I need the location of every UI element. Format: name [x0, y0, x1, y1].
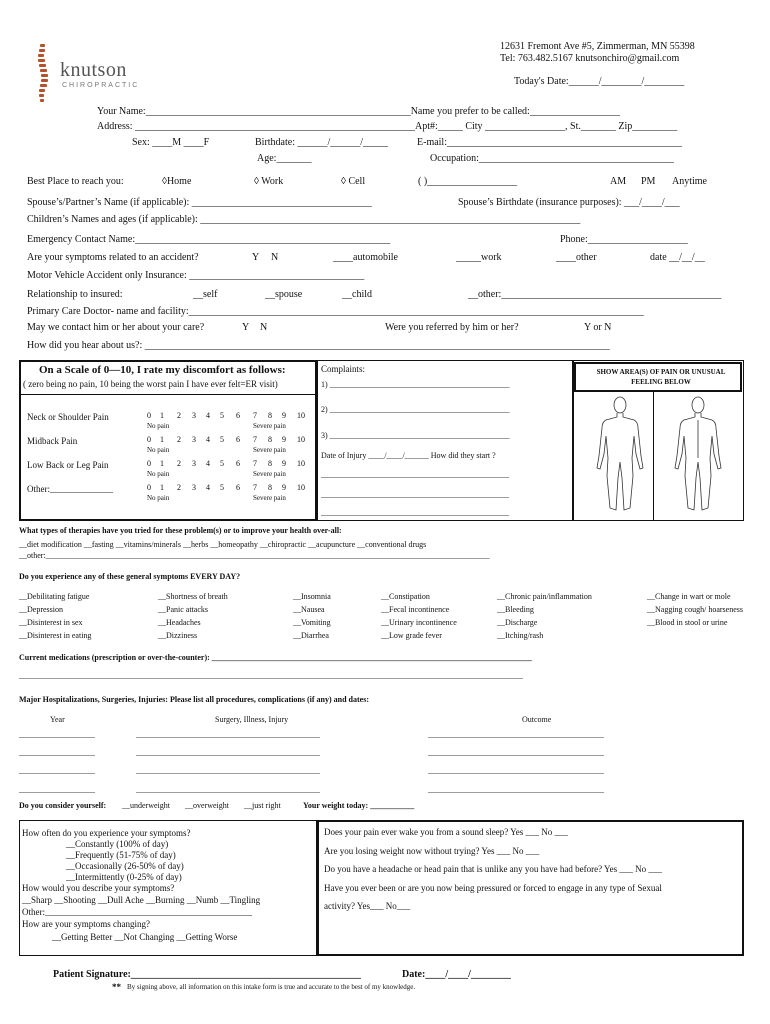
pain-scale-value[interactable]: 6	[236, 435, 240, 444]
reach-home-option[interactable]: ◊Home	[162, 176, 192, 187]
show-area-label: SHOW AREA(S) OF PAIN OR UNUSUAL FEELING BELOW	[596, 368, 726, 386]
injury-description-line-3[interactable]: _______________________________________________	[321, 508, 509, 517]
changing-options[interactable]: __Getting Better __Not Changing __Getting Worse	[52, 932, 238, 942]
pain-scale-value[interactable]: 5	[220, 459, 224, 468]
frequency-occasionally[interactable]: __Occasionally (26-50% of day)	[66, 861, 184, 871]
name-field[interactable]: Your Name:_____________________________________________________Name you prefer to be called:__________________	[97, 106, 620, 117]
pain-scale-divider	[19, 394, 317, 395]
accident-automobile[interactable]: ____automobile	[333, 252, 398, 263]
symptom-option[interactable]: __Insomnia	[293, 592, 331, 601]
body-front-icon[interactable]	[592, 396, 648, 516]
hospital-outcome-field[interactable]: ____________________________________________	[428, 766, 604, 775]
pain-scale-value[interactable]: 2	[177, 435, 181, 444]
pain-scale-value[interactable]: 0	[147, 435, 151, 444]
symptom-type-other-field[interactable]: Other:______________________________________________	[22, 907, 252, 917]
pain-scale-value[interactable]: 4	[206, 459, 210, 468]
contact-doctor-question: May we contact him or her about your care?	[27, 322, 205, 333]
pain-scale-value[interactable]: 2	[177, 483, 181, 492]
pain-row-label: Midback Pain	[27, 436, 78, 446]
underweight-option[interactable]: __underweight	[122, 801, 170, 810]
pain-row-label: Other:______________	[27, 484, 113, 494]
relationship-label: Relationship to insured:	[27, 289, 123, 300]
pain-scale-value[interactable]: 6	[236, 411, 240, 420]
am-option[interactable]: AM	[610, 176, 627, 187]
best-place-label: Best Place to reach you:	[27, 176, 124, 187]
pain-scale-value[interactable]: 4	[206, 483, 210, 492]
severe-pain-label: Severe pain	[253, 446, 286, 454]
pain-scale-value[interactable]: 7	[253, 435, 257, 444]
birthdate-field[interactable]: Birthdate: ______/______/_____	[255, 137, 389, 148]
pain-scale-value[interactable]: 6	[236, 459, 240, 468]
anytime-option[interactable]: Anytime	[672, 176, 707, 187]
hospital-surgery-header: Surgery, Illness, Injury	[215, 715, 289, 724]
pain-row-label: Low Back or Leg Pain	[27, 460, 109, 470]
symptom-option[interactable]: __Panic attacks	[158, 605, 208, 614]
sleep-question[interactable]: Does your pain ever wake you from a sound sleep? Yes ___ No ___	[324, 827, 568, 837]
frequency-question: How often do you experience your symptoms?	[22, 828, 191, 838]
injury-description-line-2[interactable]: _______________________________________________	[321, 490, 509, 499]
pain-scale-value[interactable]: 2	[177, 459, 181, 468]
hospital-surgery-field[interactable]: ______________________________________________	[136, 730, 320, 739]
symptom-option[interactable]: __Shortness of breath	[158, 592, 228, 601]
hospital-outcome-field[interactable]: ____________________________________________	[428, 730, 604, 739]
logo-subtitle: CHIROPRACTIC	[62, 82, 140, 89]
pain-scale-value[interactable]: 0	[147, 459, 151, 468]
therapies-options[interactable]: __diet modification __fasting __vitamins/minerals __herbs __homeopathy __chiropractic __acupuncture __conventional drugs	[19, 540, 427, 549]
hospital-outcome-header: Outcome	[522, 715, 552, 724]
weight-today-field[interactable]: Your weight today: ___________	[303, 801, 415, 810]
pain-scale-value[interactable]: 1	[160, 483, 164, 492]
symptom-type-options[interactable]: __Sharp __Shooting __Dull Ache __Burning __Numb __Tingling	[22, 895, 261, 905]
complaint-3-field[interactable]: 3) _____________________________________________	[321, 431, 510, 440]
pain-scale-value[interactable]: 9	[282, 411, 286, 420]
hospital-year-header: Year	[50, 715, 65, 724]
severe-pain-label: Severe pain	[253, 494, 286, 502]
symptom-option[interactable]: __Depression	[19, 605, 63, 614]
spine-logo-icon	[34, 42, 52, 104]
no-pain-label: No pain	[147, 470, 170, 478]
describe-question: How would you describe your symptoms?	[22, 883, 175, 893]
emergency-contact-field[interactable]: Emergency Contact Name:___________________________________________________	[27, 234, 391, 245]
pain-scale-value[interactable]: 3	[192, 483, 196, 492]
pain-scale-value[interactable]: 3	[192, 435, 196, 444]
pain-scale-subtitle: ( zero being no pain, 10 being the worst pain I have ever felt=ER visit)	[23, 379, 278, 389]
symptom-option[interactable]: __Dizziness	[158, 631, 198, 640]
hospital-outcome-field[interactable]: ____________________________________________	[428, 785, 604, 794]
contact-yes[interactable]: Y	[242, 322, 250, 333]
symptom-option[interactable]: __Vomiting	[293, 618, 331, 627]
hospital-year-field[interactable]: ___________________	[19, 730, 95, 739]
pain-scale-value[interactable]: 3	[192, 411, 196, 420]
hospitalizations-question: Major Hospitalizations, Surgeries, Injuries: Please list all procedures, complications (if any) and dates:	[19, 695, 369, 704]
email-field[interactable]: E-mail:_______________________________________________	[417, 137, 682, 148]
hospital-outcome-field[interactable]: ____________________________________________	[428, 748, 604, 757]
therapies-other-field[interactable]: __other:_______________________________________________________________________________________________________________	[19, 551, 490, 560]
pain-row-label: Neck or Shoulder Pain	[27, 412, 109, 422]
pain-scale-value[interactable]: 1	[160, 459, 164, 468]
contact-no[interactable]: N	[260, 322, 268, 333]
pain-scale-value[interactable]: 10	[297, 459, 305, 468]
insurance-field[interactable]: Motor Vehicle Accident only Insurance: ___________________________________	[27, 270, 365, 281]
referred-yes-no[interactable]: Y or N	[584, 322, 612, 333]
no-pain-label: No pain	[147, 422, 170, 430]
referred-question: Were you referred by him or her?	[385, 322, 519, 333]
symptom-option[interactable]: __Headaches	[158, 618, 201, 627]
severe-pain-label: Severe pain	[253, 422, 286, 430]
symptom-option[interactable]: __Itching/rash	[497, 631, 544, 640]
changing-question: How are your symptoms changing?	[22, 919, 150, 929]
symptoms-question: Do you experience any of these general symptoms EVERY DAY?	[19, 572, 241, 581]
pain-scale-value[interactable]: 9	[282, 459, 286, 468]
pm-option[interactable]: PM	[641, 176, 656, 187]
pain-scale-value[interactable]: 5	[220, 483, 224, 492]
no-pain-label: No pain	[147, 446, 170, 454]
pain-scale-value[interactable]: 8	[268, 435, 272, 444]
medications-line[interactable]: ______________________________________________________________________________________________________________________________	[19, 671, 523, 680]
therapies-question: What types of therapies have you tried for these problem(s) or to improve your health over-all:	[19, 526, 342, 535]
frequency-constantly[interactable]: __Constantly (100% of day)	[66, 839, 169, 849]
reach-phone-field[interactable]: ( )__________________	[418, 176, 518, 187]
pain-scale-value[interactable]: 8	[268, 411, 272, 420]
overweight-option[interactable]: __overweight	[185, 801, 229, 810]
complaints-label: Complaints:	[321, 364, 366, 374]
clinic-contact: Tel: 763.482.5167 knutsonchiro@gmail.com	[500, 53, 680, 64]
emergency-phone-field[interactable]: Phone:____________________	[560, 234, 688, 245]
body-diagram-divider	[653, 392, 654, 521]
pain-scale-value[interactable]: 1	[160, 435, 164, 444]
occupation-field[interactable]: Occupation:_______________________________________	[430, 153, 674, 164]
symptom-option[interactable]: __Disinterest in sex	[19, 618, 83, 627]
pain-scale-value[interactable]: 7	[253, 411, 257, 420]
pain-scale-value[interactable]: 10	[297, 483, 305, 492]
accident-work[interactable]: _____work	[456, 252, 502, 263]
symptom-option[interactable]: __Urinary incontinence	[381, 618, 457, 627]
reach-work-option[interactable]: ◊ Work	[254, 176, 284, 187]
reach-cell-option[interactable]: ◊ Cell	[341, 176, 366, 187]
pain-scale-value[interactable]: 3	[192, 459, 196, 468]
relationship-spouse[interactable]: __spouse	[265, 289, 303, 300]
frequency-intermittently[interactable]: __Intermittently (0-25% of day)	[66, 872, 182, 882]
hospital-year-field[interactable]: ___________________	[19, 748, 95, 757]
sex-field[interactable]: Sex: ____M ____F	[132, 137, 210, 148]
hear-about-field[interactable]: How did you hear about us?: _____________________________________________________________________________________________	[27, 340, 610, 351]
pain-scale-value[interactable]: 10	[297, 435, 305, 444]
injury-description-line-1[interactable]: _______________________________________________	[321, 470, 509, 479]
pain-scale-value[interactable]: 9	[282, 483, 286, 492]
pain-scale-value[interactable]: 5	[220, 411, 224, 420]
pain-scale-value[interactable]: 8	[268, 459, 272, 468]
accident-date-field[interactable]: date __/__/__	[650, 252, 705, 263]
age-field[interactable]: Age:_______	[257, 153, 312, 164]
children-field[interactable]: Children’s Names and ages (if applicable): ____________________________________________________________________________	[27, 214, 581, 225]
pain-scale-value[interactable]: 8	[268, 483, 272, 492]
hospital-year-field[interactable]: ___________________	[19, 766, 95, 775]
symptom-option[interactable]: __Blood in stool or urine	[647, 618, 728, 627]
symptom-option[interactable]: __Disinterest in eating	[19, 631, 92, 640]
address-field[interactable]: Address: ________________________________________________________Apt#:_____ City ________________, St._______ Zip_________	[97, 121, 678, 132]
pain-scale-value[interactable]: 4	[206, 411, 210, 420]
headache-question[interactable]: Do you have a headache or head pain that is unlike any you have had before? Yes ___ No ___	[324, 864, 662, 874]
accident-no[interactable]: N	[271, 252, 279, 263]
spouse-birthdate-field[interactable]: Spouse’s Birthdate (insurance purposes): ___/____/___	[458, 197, 680, 208]
symptom-option[interactable]: __Diarrhea	[293, 631, 329, 640]
hospital-surgery-field[interactable]: ______________________________________________	[136, 766, 320, 775]
pain-scale-value[interactable]: 10	[297, 411, 305, 420]
symptom-option[interactable]: __Low grade fever	[381, 631, 442, 640]
signature-note-mark: **	[112, 982, 121, 992]
symptom-option[interactable]: __Chronic pain/inflammation	[497, 592, 592, 601]
pain-scale-value[interactable]: 7	[253, 459, 257, 468]
signature-note: By signing above, all information on this intake form is true and accurate to the best of my knowledge.	[127, 983, 416, 991]
pain-scale-value[interactable]: 1	[160, 411, 164, 420]
complaint-1-field[interactable]: 1) _____________________________________________	[321, 380, 510, 389]
accident-question: Are your symptoms related to an accident?	[27, 252, 199, 263]
hospital-year-field[interactable]: ___________________	[19, 785, 95, 794]
symptom-option[interactable]: __Discharge	[497, 618, 538, 627]
accident-other[interactable]: ____other	[556, 252, 597, 263]
pain-scale-value[interactable]: 4	[206, 435, 210, 444]
hospital-surgery-field[interactable]: ______________________________________________	[136, 785, 320, 794]
relationship-child[interactable]: __child	[342, 289, 372, 300]
complaint-2-field[interactable]: 2) _____________________________________________	[321, 405, 510, 414]
injury-date-field[interactable]: Date of Injury ____/____/______ How did they start ?	[321, 451, 496, 460]
symptom-option[interactable]: __Nagging cough/ hoarseness	[647, 605, 743, 614]
logo-name: knutson	[60, 59, 127, 81]
pain-scale-value[interactable]: 0	[147, 411, 151, 420]
no-pain-label: No pain	[147, 494, 170, 502]
relationship-other[interactable]: __other:____________________________________________	[468, 289, 722, 300]
pain-scale-value[interactable]: 7	[253, 483, 257, 492]
pressure-question-line-2[interactable]: activity? Yes___ No___	[324, 901, 411, 911]
relationship-self[interactable]: __self	[193, 289, 218, 300]
symptom-option[interactable]: __Debilitating fatigue	[19, 592, 90, 601]
symptom-option[interactable]: __Fecal incontinence	[381, 605, 450, 614]
signature-date-field[interactable]: Date:____/____/________	[402, 969, 511, 980]
severe-pain-label: Severe pain	[253, 470, 286, 478]
body-back-icon[interactable]	[670, 396, 726, 516]
medications-field[interactable]: Current medications (prescription or over-the-counter): ________________________________________________________________________________	[19, 653, 532, 662]
symptom-option[interactable]: __Change in wart or mole	[647, 592, 731, 601]
pressure-question-line-1: Have you ever been or are you now being pressured or forced to engage in any type of Sexual	[324, 883, 662, 893]
accident-yes[interactable]: Y	[252, 252, 260, 263]
patient-signature-field[interactable]: Patient Signature:______________________________________________	[53, 969, 361, 980]
hospital-surgery-field[interactable]: ______________________________________________	[136, 748, 320, 757]
pain-scale-value[interactable]: 0	[147, 483, 151, 492]
just-right-option[interactable]: __just right	[244, 801, 281, 810]
pain-scale-title: On a Scale of 0—10, I rate my discomfort as follows:	[39, 364, 286, 376]
pain-scale-value[interactable]: 9	[282, 435, 286, 444]
symptom-option[interactable]: __Bleeding	[497, 605, 534, 614]
weight-question: Do you consider yourself:	[19, 801, 107, 810]
pain-scale-value[interactable]: 2	[177, 411, 181, 420]
pain-scale-value[interactable]: 5	[220, 435, 224, 444]
frequency-frequently[interactable]: __Frequently (51-75% of day)	[66, 850, 176, 860]
primary-care-field[interactable]: Primary Care Doctor- name and facility:___________________________________________________________________________________________	[27, 306, 644, 317]
pain-scale-value[interactable]: 6	[236, 483, 240, 492]
todays-date-field[interactable]: Today's Date:______/________/________	[514, 76, 685, 87]
symptom-option[interactable]: __Nausea	[293, 605, 325, 614]
spouse-name-field[interactable]: Spouse’s/Partner’s Name (if applicable): ____________________________________	[27, 197, 372, 208]
clinic-address: 12631 Fremont Ave #5, Zimmerman, MN 55398	[500, 41, 695, 52]
weight-loss-question[interactable]: Are you losing weight now without trying? Yes ___ No ___	[324, 846, 540, 856]
symptom-option[interactable]: __Constipation	[381, 592, 430, 601]
